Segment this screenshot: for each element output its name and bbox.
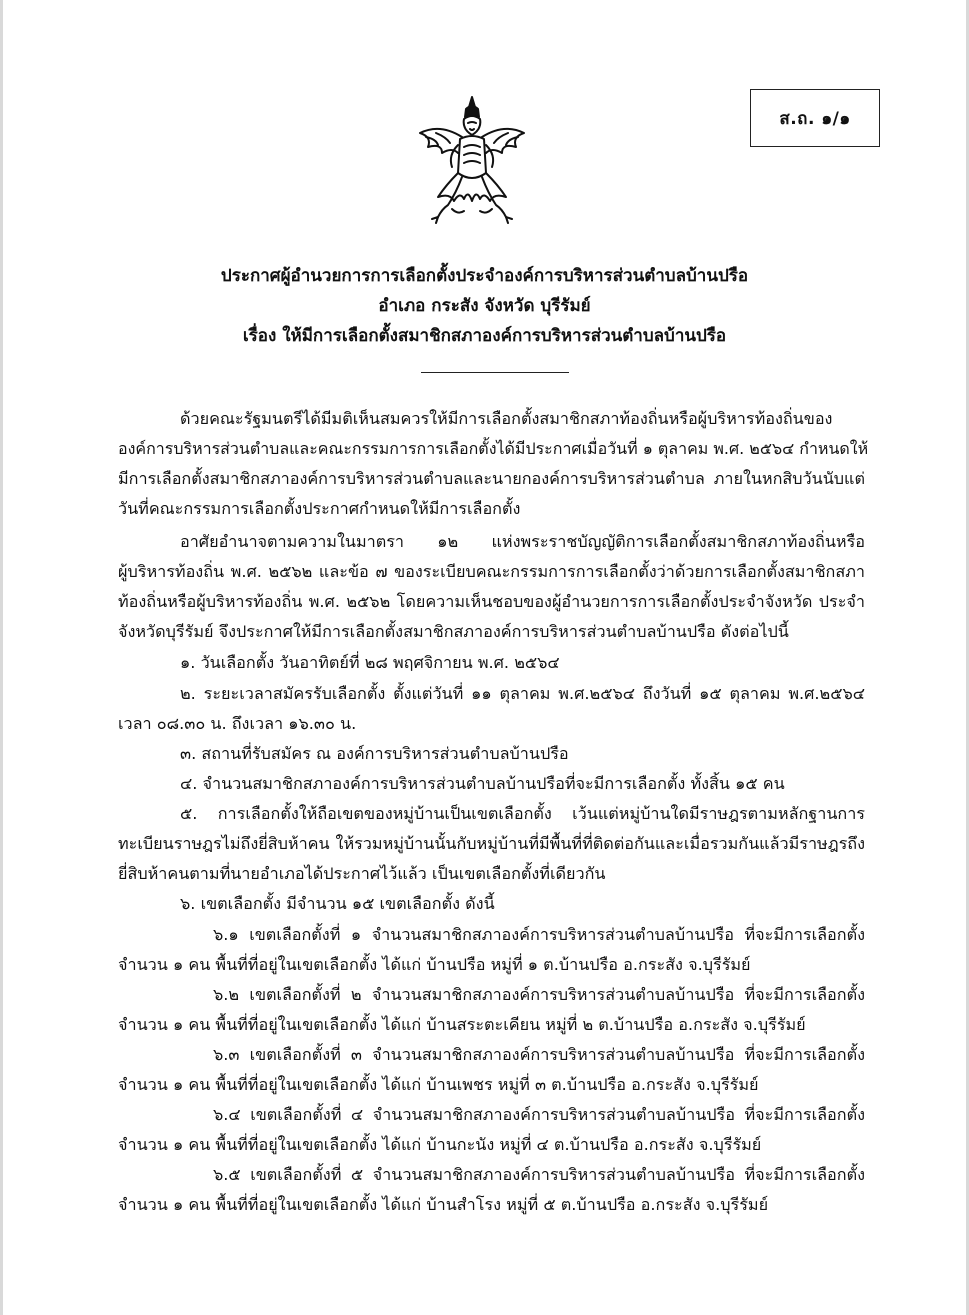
zone-item-detail: จำนวน ๑ คน พื้นที่ที่อยู่ในเขตเลือกตั้ง ได้แก่ บ้านกะนัง หมู่ที่ ๔ ต.บ้านปรือ อ.กระสัง จ.บุรีรัมย์ xyxy=(118,1135,762,1154)
list-item: ๑. วันเลือกตั้ง วันอาทิตย์ที่ ๒๘ พฤศจิกายน พ.ศ. ๒๕๖๔ xyxy=(180,653,560,672)
garuda-emblem-icon xyxy=(412,93,532,228)
paragraph-line: ผู้บริหารท้องถิ่น พ.ศ. ๒๕๖๒ และข้อ ๗ ของระเบียบคณะกรรมการการเลือกตั้งว่าด้วยการเลือกตั้งสมาชิกสภา xyxy=(118,562,865,581)
paragraph-line: ด้วยคณะรัฐมนตรีได้มีมติเห็นสมควรให้มีการเลือกตั้งสมาชิกสภาท้องถิ่นหรือผู้บริหารท้องถิ่นของ xyxy=(180,409,833,428)
paragraph-line: ท้องถิ่นหรือผู้บริหารท้องถิ่น พ.ศ. ๒๕๖๒ โดยความเห็นชอบของผู้อำนวยการการเลือกตั้งประจำจังหวัด ประจำ xyxy=(118,592,865,611)
list-item: ๖. เขตเลือกตั้ง มีจำนวน ๑๕ เขตเลือกตั้ง ดังนี้ xyxy=(180,894,495,913)
paragraph-line: จังหวัดบุรีรัมย์ จึงประกาศให้มีการเลือกตั้งสมาชิกสภาองค์การบริหารส่วนตำบลบ้านปรือ ดังต่อไปนี้ xyxy=(118,622,789,641)
list-item: ๕. การเลือกตั้งให้ถือเขตของหมู่บ้านเป็นเขตเลือกตั้ง เว้นแต่หมู่บ้านใดมีราษฎรตามหลักฐานการ xyxy=(180,804,865,823)
zone-item-detail: จำนวน ๑ คน พื้นที่ที่อยู่ในเขตเลือกตั้ง ได้แก่ บ้านเพชร หมู่ที่ ๓ ต.บ้านปรือ อ.กระสัง จ.บุรีรัมย์ xyxy=(118,1075,759,1094)
announcement-title: ประกาศผู้อำนวยการการเลือกตั้งประจำองค์การบริหารส่วนตำบลบ้านปรือ xyxy=(220,266,749,286)
zone-item: ๖.๕ เขตเลือกตั้งที่ ๕ จำนวนสมาชิกสภาองค์การบริหารส่วนตำบลบ้านปรือ ที่จะมีการเลือกตั้ง xyxy=(213,1165,865,1184)
title-divider xyxy=(421,372,569,373)
zone-item: ๖.๔ เขตเลือกตั้งที่ ๔ จำนวนสมาชิกสภาองค์การบริหารส่วนตำบลบ้านปรือ ที่จะมีการเลือกตั้ง xyxy=(213,1105,865,1124)
form-code: ส.ถ. ๑/๑ xyxy=(779,108,851,129)
list-item-continuation: ยี่สิบห้าคนตามที่นายอำเภอได้ประกาศไว้แล้ว เป็นเขตเลือกตั้งที่เดียวกัน xyxy=(118,864,606,883)
list-item: ๒. ระยะเวลาสมัครรับเลือกตั้ง ตั้งแต่วันที่ ๑๑ ตุลาคม พ.ศ.๒๕๖๔ ถึงวันที่ ๑๕ ตุลาคม พ.ศ.๒๕๖๔ xyxy=(180,684,865,703)
list-item: ๓. สถานที่รับสมัคร ณ องค์การบริหารส่วนตำบลบ้านปรือ xyxy=(180,744,569,763)
zone-item-detail: จำนวน ๑ คน พื้นที่ที่อยู่ในเขตเลือกตั้ง ได้แก่ บ้านสำโรง หมู่ที่ ๕ ต.บ้านปรือ อ.กระสัง จ.บุรีรัมย์ xyxy=(118,1195,769,1214)
zone-item: ๖.๑ เขตเลือกตั้งที่ ๑ จำนวนสมาชิกสภาองค์การบริหารส่วนตำบลบ้านปรือ ที่จะมีการเลือกตั้ง xyxy=(213,925,865,944)
paragraph-line: อาศัยอำนาจตามความในมาตรา ๑๒ แห่งพระราชบัญญัติการเลือกตั้งสมาชิกสภาท้องถิ่นหรือ xyxy=(180,532,865,551)
paragraph-line: วันที่คณะกรรมการเลือกตั้งประกาศกำหนดให้มีการเลือกตั้ง xyxy=(118,499,521,518)
announcement-location: อำเภอ กระสัง จังหวัด บุรีรัมย์ xyxy=(378,296,591,316)
zone-item: ๖.๓ เขตเลือกตั้งที่ ๓ จำนวนสมาชิกสภาองค์การบริหารส่วนตำบลบ้านปรือ ที่จะมีการเลือกตั้ง xyxy=(213,1045,865,1064)
zone-item: ๖.๒ เขตเลือกตั้งที่ ๒ จำนวนสมาชิกสภาองค์การบริหารส่วนตำบลบ้านปรือ ที่จะมีการเลือกตั้ง xyxy=(213,985,865,1004)
list-item-continuation: เวลา ๐๘.๓๐ น. ถึงเวลา ๑๖.๓๐ น. xyxy=(118,714,357,733)
list-item: ๔. จำนวนสมาชิกสภาองค์การบริหารส่วนตำบลบ้านปรือที่จะมีการเลือกตั้ง ทั้งสิ้น ๑๕ คน xyxy=(180,774,785,793)
paragraph-line: องค์การบริหารส่วนตำบลและคณะกรรมการการเลือกตั้งได้มีประกาศเมื่อวันที่ ๑ ตุลาคม พ.ศ. ๒๕๖๔ กำหนดให้ xyxy=(118,439,869,458)
zone-item-detail: จำนวน ๑ คน พื้นที่ที่อยู่ในเขตเลือกตั้ง ได้แก่ บ้านสระตะเคียน หมู่ที่ ๒ ต.บ้านปรือ อ.กระสัง จ.บุรีรัมย์ xyxy=(118,1015,806,1034)
paragraph-line: มีการเลือกตั้งสมาชิกสภาองค์การบริหารส่วนตำบลและนายกองค์การบริหารส่วนตำบล ภายในหกสิบวันนับแต่ xyxy=(118,469,865,488)
announcement-subject: เรื่อง ให้มีการเลือกตั้งสมาชิกสภาองค์การบริหารส่วนตำบลบ้านปรือ xyxy=(242,326,727,346)
list-item-continuation: ทะเบียนราษฎรไม่ถึงยี่สิบห้าคน ให้รวมหมู่บ้านนั้นกับหมู่บ้านที่มีพื้นที่ที่ติดต่อกันและเมื่อรวมกันแล้วมีราษฎรถึง xyxy=(118,834,865,853)
zone-item-detail: จำนวน ๑ คน พื้นที่ที่อยู่ในเขตเลือกตั้ง ได้แก่ บ้านปรือ หมู่ที่ ๑ ต.บ้านปรือ อ.กระสัง จ.บุรีรัมย์ xyxy=(118,955,751,974)
form-code-box xyxy=(750,89,880,147)
